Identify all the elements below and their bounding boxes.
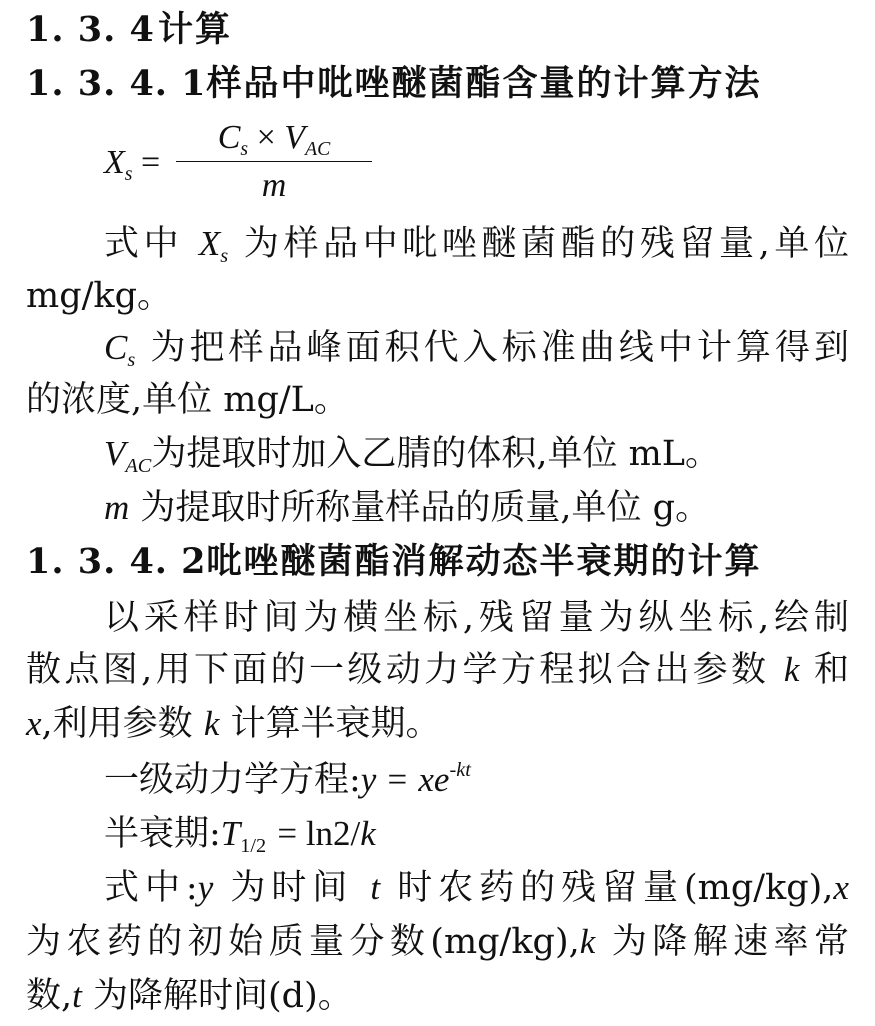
definition-xs-line1: 式中 $X_s$ 为样品中吡唑醚菌酯的残留量,单位 [104,224,849,268]
section-number: 1. 3. 4. 1 [26,63,207,104]
definition-cs-line2: 的浓度,单位 mg/L。 [26,380,349,420]
definition-m: m 为提取时所称量样品的质量,单位 g。 [104,488,711,528]
variables-line1: 式中:y 为时间 t 时农药的残留量(mg/kg),x [104,868,849,908]
equation-first-order: 一级动力学方程:y = $xe^{-kt}$ [104,758,471,800]
method-line2: 散点图,用下面的一级动力学方程拟合出参数 k 和 [26,650,849,690]
formula-lhs: $X_s$ = [104,144,161,185]
section-number: 1. 3. 4. 2 [26,541,207,582]
section-title: 吡唑醚菌酯消解动态半衰期的计算 [206,541,762,582]
section-heading-1-3-4-1 [26,58,875,110]
method-line1: 以采样时间为横坐标,残留量为纵坐标,绘制 [104,598,849,638]
section-title: 计算 [158,9,233,50]
method-line3: x,利用参数 k 计算半衰期。 [26,704,441,744]
formula-numerator: $C_s \times V_{AC}$ [217,119,331,160]
definition-cs-line1: $C_s$ 为把样品峰面积代入标准曲线中计算得到 [104,328,849,372]
section-number: 1. 3. 4 [26,9,155,50]
variables-line2: 为农药的初始质量分数(mg/kg),k 为降解速率常 [26,922,849,962]
section-heading-1-3-4-2 [26,536,875,588]
variables-line3: 数,t 为降解时间(d)。 [26,976,353,1016]
fraction-bar [176,161,372,162]
equation-half-life: 半衰期$:T_{1/2} = \ln 2/k$ [104,814,376,858]
section-title: 样品中吡唑醚菌酯含量的计算方法 [206,63,762,104]
definition-vac: $V_{AC}$为提取时加入乙腈的体积,单位 mL。 [104,434,720,478]
definition-xs-line2: mg/kg。 [26,276,172,316]
section-heading-1-3-4 [26,4,875,56]
formula-denominator: m [261,167,287,204]
formula-fraction [176,118,372,206]
